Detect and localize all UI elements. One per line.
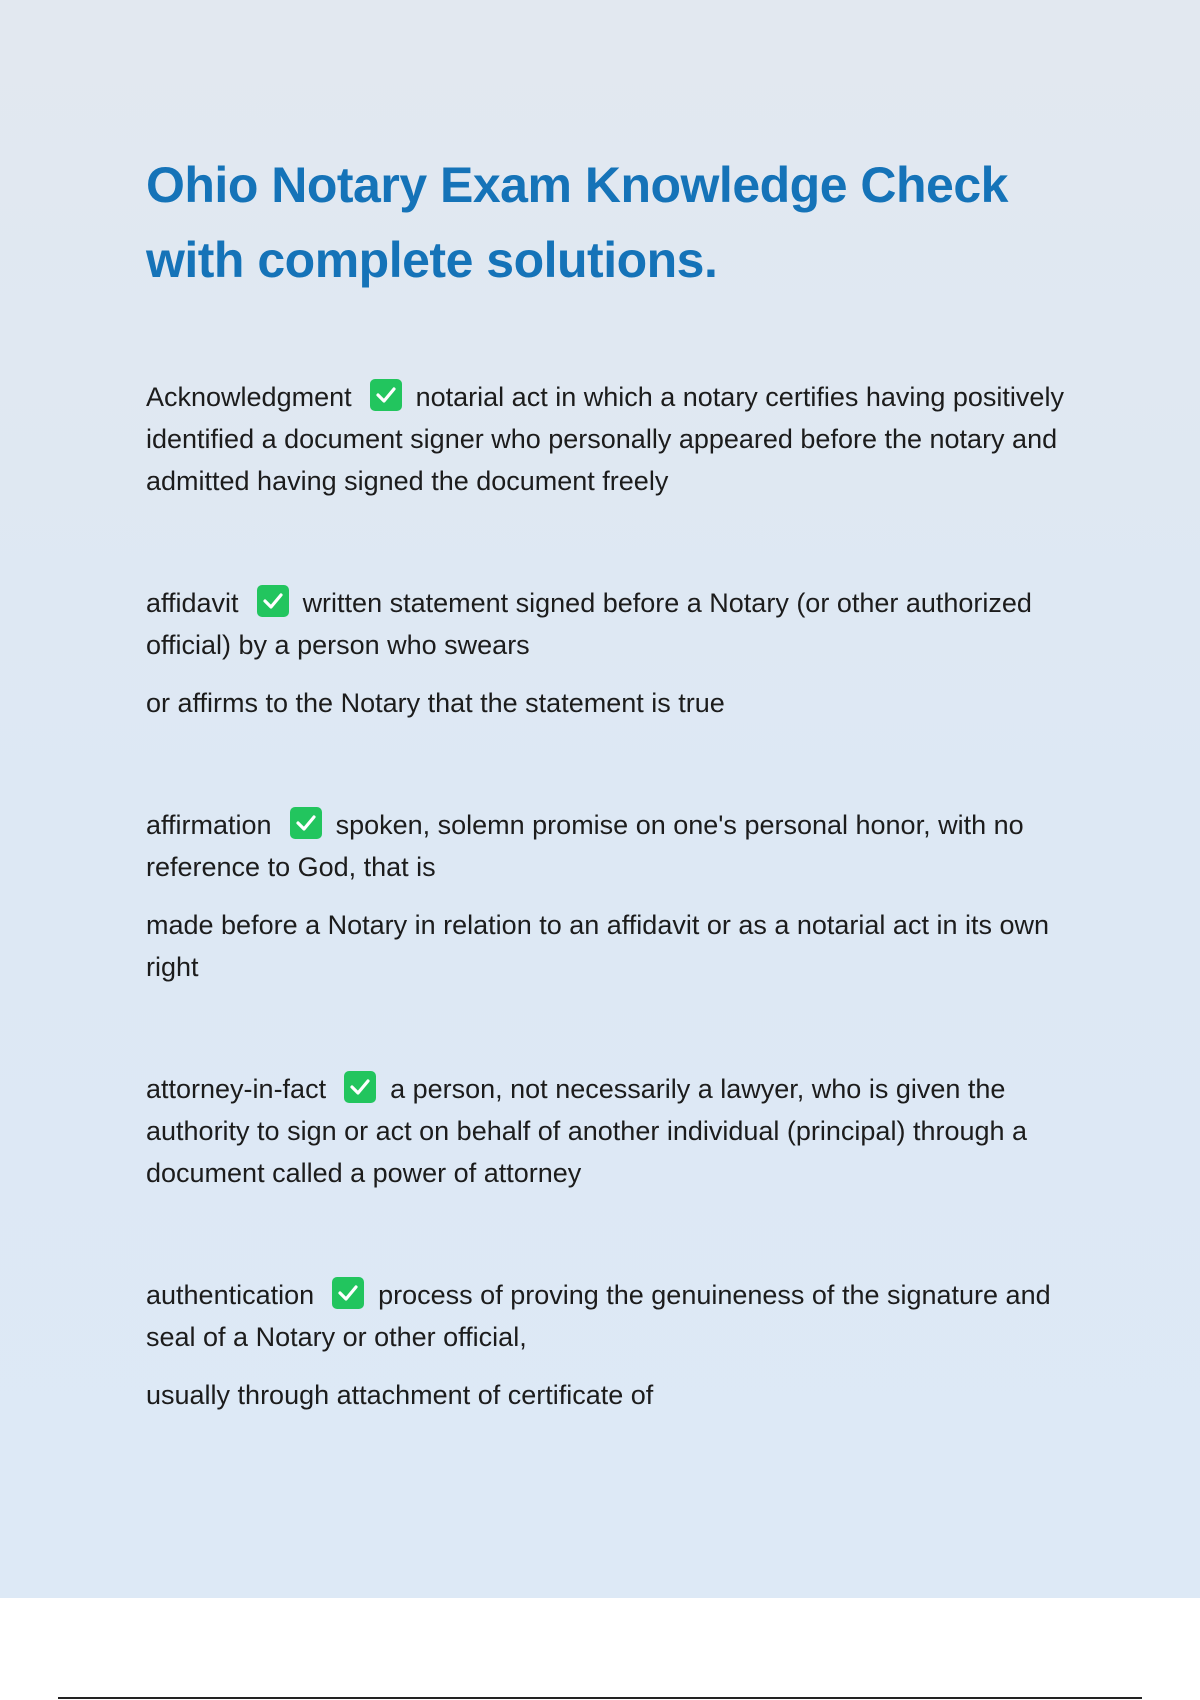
entry-term: affirmation: [146, 810, 272, 840]
entry-definition: written statement signed before a Notary (or other authorized official) by a person who swears: [146, 588, 1032, 660]
entry-definition: spoken, solemn promise on one's personal honor, with no reference to God, that is: [146, 810, 1024, 882]
entry-definition: a person, not necessarily a lawyer, who is given the authority to sign or act on behalf of another individual (principal) through a document called a power of attorney: [146, 1074, 1028, 1188]
check-icon: [344, 1071, 376, 1103]
entry-term: authentication: [146, 1280, 315, 1310]
entry-definition: process of proving the genuineness of the signature and seal of a Notary or other official,: [146, 1280, 1051, 1352]
check-icon: [370, 379, 402, 411]
entry-term: affidavit: [146, 588, 239, 618]
entry-affirmation: [146, 804, 1086, 988]
document-title: Ohio Notary Exam Knowledge Check with complete solutions.: [146, 157, 1008, 288]
entry-main-paragraph: [146, 376, 1086, 502]
footer-divider: [58, 1697, 1142, 1699]
check-icon: [332, 1277, 364, 1309]
entry-main-paragraph: [146, 582, 1086, 666]
entry-main-paragraph: [146, 1068, 1086, 1194]
check-icon: [257, 585, 289, 617]
entry-main-paragraph: [146, 1274, 1086, 1358]
check-icon: [290, 807, 322, 839]
entry-definition: notarial act in which a notary certifies having positively identified a document signer who personally appeared before the notary and admitted having signed the document freely: [146, 382, 1064, 496]
entry-list: [146, 376, 1086, 1496]
entry-continuation: usually through attachment of certificate of: [146, 1380, 654, 1410]
entry-acknowledgment: [146, 376, 1086, 502]
entry-authentication: [146, 1274, 1086, 1416]
entry-term: Acknowledgment: [146, 382, 352, 412]
entry-continuation: or affirms to the Notary that the statement is true: [146, 688, 725, 718]
entry-term: attorney-in-fact: [146, 1074, 327, 1104]
entry-attorney-in-fact: [146, 1068, 1086, 1194]
entry-continuation: made before a Notary in relation to an affidavit or as a notarial act in its own right: [146, 910, 1049, 982]
entry-main-paragraph: [146, 804, 1086, 888]
entry-affidavit: [146, 582, 1086, 724]
